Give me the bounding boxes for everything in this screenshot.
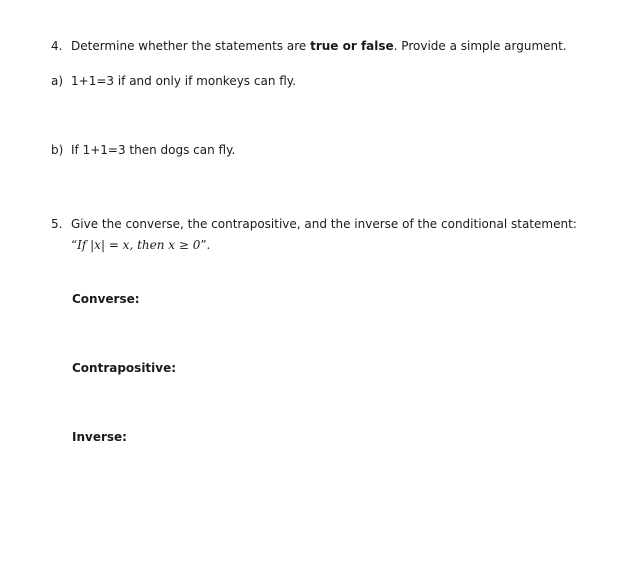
q5-ineq: x ≥ 0 <box>168 238 201 252</box>
q5-abs-expr: |x| <box>90 238 105 252</box>
q4-number: 4. <box>51 39 63 53</box>
inverse-label: Inverse: <box>72 430 127 444</box>
q5-conditional-statement <box>71 237 210 253</box>
q5-prompt <box>51 216 577 232</box>
converse-label: Converse: <box>72 292 140 306</box>
contrapositive-label: Contrapositive: <box>72 361 177 375</box>
q5-close-quote: ”. <box>200 238 211 252</box>
q4a-text: 1+1=3 if and only if monkeys can fly. <box>71 74 297 88</box>
q4a-item <box>51 73 296 89</box>
q5-eq: = x, <box>105 238 138 252</box>
q5-open-quote: “ <box>71 238 78 252</box>
q4-text-before: Determine whether the statements are <box>71 39 311 53</box>
q4b-item <box>51 142 235 158</box>
q5-number: 5. <box>51 217 63 231</box>
q4-emphasis: true or false <box>310 39 394 53</box>
q5-text: Give the converse, the contrapositive, and the inverse of the conditional statement: <box>71 217 577 231</box>
q4-prompt <box>51 38 567 54</box>
q4b-label: b) <box>51 143 64 157</box>
q4b-text: If 1+1=3 then dogs can fly. <box>71 143 236 157</box>
q4a-label: a) <box>51 74 64 88</box>
q5-if-word: If <box>77 238 91 252</box>
q4-text-after: . Provide a simple argument. <box>393 39 567 53</box>
q5-then-word: then <box>137 238 169 252</box>
